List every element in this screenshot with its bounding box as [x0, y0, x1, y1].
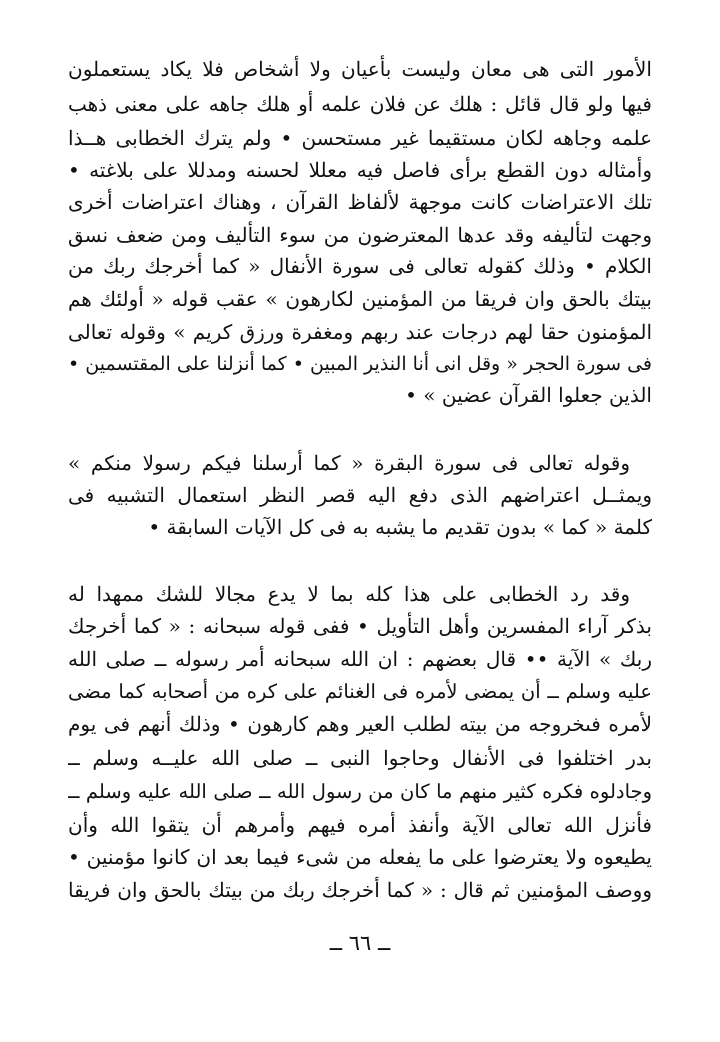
- text-line: الذين جعلوا القرآن عضين » •: [405, 383, 652, 407]
- text-line: يطيعوه ولا يعترضوا على ما يفعله من شىء فيما بعد ان كانوا مؤمنين •: [68, 845, 652, 869]
- text-line: علمه وجاهه لكان مستقيما غير مستحسن • ولم يترك الخطابى هــذا: [68, 126, 652, 150]
- text-line: بذكر آراء المفسرين وأهل التأويل • ففى قوله سبحانه : « كما أخرجك: [68, 614, 652, 638]
- text-line: وقد رد الخطابى على هذا كله بما لا يدع مجالا للشك ممهدا له: [68, 582, 630, 606]
- text-line: وجادلوه فكره كثير منهم ما كان من رسول الله ــ صلى الله عليه وسلم ــ: [68, 780, 652, 803]
- text-line: وقوله تعالى فى سورة البقرة « كما أرسلنا فيكم رسولا منكم »: [68, 451, 630, 475]
- text-line: ربك » الآية •• قال بعضهم : ان الله سبحانه أمر رسوله ــ صلى الله: [68, 647, 652, 671]
- text-line: ووصف المؤمنين ثم قال : « كما أخرجك ربك من بيتك بالحق وان فريقا: [68, 878, 652, 902]
- text-line: فى سورة الحجر « وقل انى أنا النذير المبين • كما أنزلنا على المقتسمين •: [68, 353, 652, 375]
- text-line: بيتك بالحق وان فريقا من المؤمنين لكارهون » عقب قوله « أولئك هم: [68, 287, 652, 311]
- text-line: المؤمنون حقا لهم درجات عند ربهم ومغفرة ورزق كريم » وقوله تعالى: [68, 320, 652, 344]
- text-line: لأمره فىخروجه من بيته لطلب العير وهم كارهون • وذلك أنهم فى يوم: [68, 712, 652, 736]
- page-number: ــ ٦٦ ــ: [329, 931, 391, 955]
- text-line: فأنزل الله تعالى الآية وأنفذ أمره فيهم وأمرهم أن يتقوا الله وأن: [68, 813, 652, 837]
- text-line: الأمور التى هى معان وليست بأعيان ولا أشخاص فلا يكاد يستعملون: [68, 57, 652, 81]
- text-line: كلمة « كما » بدون تقديم ما يشبه به فى كل الآيات السابقة •: [148, 515, 652, 539]
- text-line: وجهت لتأليفه وقد عدها المعترضون من سوء التأليف ومن ضعف نسق: [68, 223, 652, 247]
- text-line: عليه وسلم ــ أن يمضى لأمره فى الغنائم على كره من أصحابه كما مضى: [68, 680, 652, 703]
- text-line: تلك الاعتراضات كانت موجهة لألفاظ القرآن ، وهناك اعتراضات أخرى: [68, 190, 652, 214]
- text-line: وأمثاله دون القطع برأى فاصل فيه معللا لحسنه ومدللا على بلاغته •: [68, 158, 652, 182]
- text-line: ويمثــل اعتراضهم الذى دفع اليه قصر النظر استعمال التشبيه فى: [68, 483, 652, 507]
- text-line: فيها ولو قال قائل : هلك عن فلان علمه أو هلك جاهه على معنى ذهب: [68, 92, 652, 116]
- text-line: الكلام • وذلك كقوله تعالى فى سورة الأنفال « كما أخرجك ربك من: [68, 254, 652, 278]
- text-line: بدر اختلفوا فى الأنفال وحاجوا النبى ــ صلى الله عليــه وسلم ــ: [68, 746, 652, 770]
